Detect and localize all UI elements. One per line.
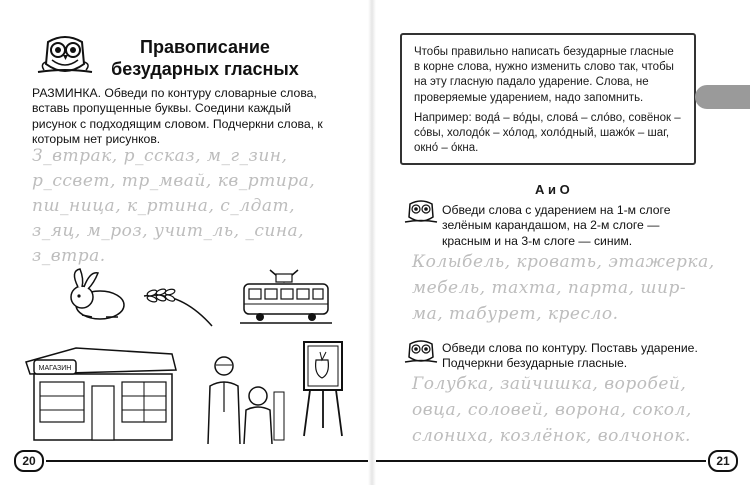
warmup-instructions: РАЗМИНКА. Обведи по контуру словарные слова, вставь пропущенные буквы. Соедини каждый рисунок с подходящим словом. Подчеркни слова, к которым нет рисунков. [32, 86, 323, 147]
page-title [105, 36, 305, 80]
rule-info-box [400, 33, 696, 165]
chapter-tab [695, 85, 750, 109]
rabbit-picture[interactable] [62, 265, 132, 323]
owl-icon [404, 338, 438, 366]
title-line-2: безударных гласных [111, 59, 299, 79]
tracing-line-2[interactable]: р_ссвет, тр_мвай, кв_ртира, [32, 171, 316, 191]
task-2-tracing [412, 374, 702, 454]
tracing-line-5[interactable]: з_втра. [32, 246, 106, 266]
task-1-line-1[interactable]: Колыбель, кровать, этажерка, [412, 252, 715, 272]
tram-picture[interactable] [240, 268, 332, 326]
task-1-line-2[interactable]: мебель, тахта, парта, шир- [412, 278, 687, 298]
owl-icon [404, 198, 438, 226]
task-2-line-2[interactable]: овца, соловей, ворона, сокол, [412, 400, 692, 420]
task-2-line-3[interactable]: слониха, козлёнок, волчонок. [412, 426, 691, 446]
footer-rule [376, 460, 706, 462]
examples-text: вода́ – во́ды, слова́ – сло́во, совёнок – со́вы, холодо́к – хо́лод, холо́дный, шажо́к – шаг, окно́ – о́кна. [414, 111, 681, 155]
task-1-instructions: Обведи слова с ударением на 1-м слоге зелёным карандашом, на 2-м слоге — красным и на 3-м слоге — синим. [442, 203, 671, 248]
wheat-picture[interactable] [140, 288, 216, 328]
teacher-picture[interactable] [200, 352, 290, 446]
book-gutter [368, 0, 376, 485]
tracing-line-3[interactable]: пш_ница, к_ртина, с_лдат, [32, 196, 296, 216]
shop-picture[interactable] [22, 340, 180, 442]
tracing-line-4[interactable]: з_яц, м_роз, учит_ль, _сина, [32, 221, 305, 241]
painting-easel-picture[interactable] [300, 338, 346, 438]
tracing-exercise [32, 146, 362, 266]
section-heading: А и О [535, 182, 570, 197]
shop-sign: МАГАЗИН [38, 365, 72, 372]
rule-text: Чтобы правильно написать безударные гласные в корне слова, нужно изменить слово так, чтобы на эту гласную падало ударение. Слова, не проверяемые ударением, надо запомнить. [414, 46, 674, 104]
examples-label: Например: [414, 111, 472, 124]
owl-icon [36, 30, 94, 80]
task-1-line-3[interactable]: ма, табурет, кресло. [412, 304, 619, 324]
left-page [0, 0, 370, 485]
title-line-1: Правописание [140, 37, 270, 57]
task-1-tracing [412, 252, 715, 332]
task-2-line-1[interactable]: Голубка, зайчишка, воробей, [412, 374, 687, 394]
task-2-instructions: Обведи слова по контуру. Поставь ударение. Подчеркни безударные гласные. [442, 341, 698, 371]
page-number: 20 [14, 450, 44, 472]
examples-block [414, 111, 682, 157]
tracing-line-1[interactable]: З_втрак, р_ссказ, м_г_зин, [32, 146, 288, 166]
page-number: 21 [708, 450, 738, 472]
footer-rule [46, 460, 370, 462]
